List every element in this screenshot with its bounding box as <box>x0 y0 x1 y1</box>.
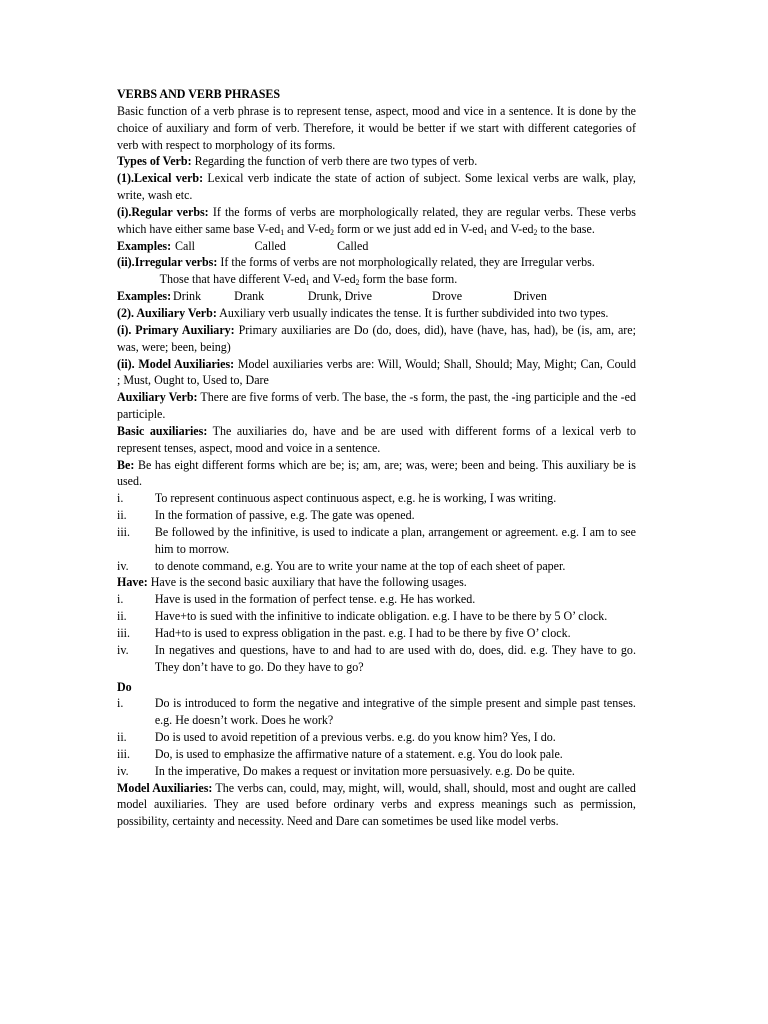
document-title: VERBS AND VERB PHRASES <box>117 87 281 101</box>
basic-auxiliaries-text: The auxiliaries do, have and be are used with different forms of a lexical verb to represent tenses, aspect, mood and voice in a sentence. <box>117 423 636 455</box>
list-item-number: iii. <box>117 524 131 539</box>
list-item-number: iv. <box>117 763 129 778</box>
list-item-number: iv. <box>117 642 129 657</box>
list-item-text: Do, is used to emphasize the affirmative nature of a statement. e.g. You do look pale. <box>154 746 563 761</box>
have-text: Have is the second basic auxiliary that have the following usages. <box>147 575 467 590</box>
regular-verbs-label: (i).Regular verbs: <box>117 204 209 219</box>
subscript: 2 <box>355 278 360 288</box>
example-word: Drunk, Drive <box>307 289 372 304</box>
primary-auxiliary-label: (i). Primary Auxiliary: <box>117 322 235 337</box>
do-heading: Do <box>117 679 132 694</box>
do-usage-list <box>117 695 636 779</box>
examples-label: Examples: <box>117 238 172 253</box>
list-item <box>117 524 636 558</box>
list-item <box>117 642 636 676</box>
be-text: Be has eight different forms which are be; is; am, are; was, were; been and being. This auxiliary be is used. <box>117 457 636 489</box>
list-item <box>117 507 636 524</box>
list-item <box>117 625 636 642</box>
example-word: Call <box>174 238 196 253</box>
list-item-number: ii. <box>117 508 127 523</box>
model-auxiliaries-definition-label: Model Auxiliaries: <box>117 780 213 795</box>
be-paragraph <box>117 457 636 491</box>
list-item-text: In negatives and questions, have to and had to are used with do, does, did. e.g. They have to go. They don’t have to go. Do they have to go? <box>154 642 636 674</box>
list-item-number: ii. <box>117 609 127 624</box>
irregular-verbs-paragraph <box>117 254 636 271</box>
regular-verbs-text-c: form or we just add ed in V-ed <box>334 221 484 236</box>
example-word: Driven <box>513 289 547 304</box>
model-auxiliaries-definition-text: The verbs can, could, may, might, will, would, shall, should, most and ought are called model auxiliaries. They are used before ordinary verbs and express meanings such as permission, possibility, certainty and necessity. Need and Dare can sometimes be used like model verbs. <box>117 780 636 829</box>
model-auxiliaries-paragraph <box>117 356 651 390</box>
types-of-verb-paragraph <box>117 153 636 170</box>
auxiliary-verb-forms-label: Auxiliary Verb: <box>117 390 198 405</box>
list-item-text: Had+to is used to express obligation in the past. e.g. I had to be there by five O’ clock. <box>154 626 571 640</box>
list-item <box>117 695 636 729</box>
list-item-text: Have+to is sued with the infinitive to indicate obligation. e.g. I have to be there by 5 O’ clock. <box>154 609 608 624</box>
list-item-text: Do is introduced to form the negative and integrative of the simple present and simple past tenses. e.g. He doesn’t work. Does he work? <box>154 696 636 728</box>
intro-paragraph: Basic function of a verb phrase is to represent tense, aspect, mood and vice in a sentence. It is done by the choice of auxiliary and form of verb. Therefore, it would be better if we start with different categories of verb with respect to morphology of its forms. <box>117 103 636 152</box>
basic-auxiliaries-paragraph <box>117 423 636 457</box>
list-item-text: In the formation of passive, e.g. The gate was opened. <box>154 508 415 523</box>
irregular-note-text-c: form the base form. <box>359 272 458 287</box>
list-item-number: ii. <box>117 730 127 745</box>
list-item-number: i. <box>117 696 124 711</box>
list-item-number: iii. <box>117 746 131 761</box>
irregular-verbs-label: (ii).Irregular verbs: <box>117 255 218 270</box>
lexical-verb-paragraph <box>117 170 636 204</box>
subscript: 2 <box>533 227 538 237</box>
irregular-verbs-note <box>117 271 636 288</box>
regular-verbs-text-b: and V-ed <box>284 221 331 236</box>
examples-label: Examples: <box>117 289 172 304</box>
list-item-number: i. <box>117 491 124 506</box>
auxiliary-verb-text: Auxiliary verb usually indicates the tense. It is further subdivided into two types. <box>216 305 609 320</box>
auxiliary-verb-forms-text: There are five forms of verb. The base, the -s form, the past, the -ing participle and the -ed participle. <box>117 390 636 422</box>
primary-auxiliary-text: Primary auxiliaries are Do (do, does, did), have (have, has, had), be (is, am, are; was, were; been, being) <box>117 322 636 354</box>
be-label: Be: <box>117 457 135 472</box>
model-auxiliaries-definition-paragraph <box>117 780 636 831</box>
lexical-verb-text: Lexical verb indicate the state of action of subject. Some lexical verbs are walk, play, write, wash etc. <box>117 171 636 203</box>
example-word: Called <box>336 238 369 253</box>
subscript: 1 <box>280 227 285 237</box>
be-usage-list <box>117 490 636 574</box>
list-item-number: iii. <box>117 626 131 640</box>
list-item-text: To represent continuous aspect continuous aspect, e.g. he is working, I was writing. <box>154 491 557 506</box>
subscript: 2 <box>330 227 335 237</box>
primary-auxiliary-paragraph <box>117 322 636 356</box>
list-item <box>117 763 636 780</box>
list-item-text: In the imperative, Do makes a request or invitation more persuasively. e.g. Do be quite. <box>154 763 575 778</box>
example-word: Drink <box>173 289 202 304</box>
model-auxiliaries-text: Model auxiliaries verbs are: Will, Would; Shall, Should; May, Might; Can, Could ; Must, Ought to, Used to, Dare <box>117 356 651 388</box>
types-of-verb-label: Types of Verb: <box>117 154 192 169</box>
list-item <box>117 591 636 608</box>
list-item-number: iv. <box>117 558 129 573</box>
auxiliary-verb-paragraph <box>117 305 636 322</box>
regular-verbs-text-e: to the base. <box>537 221 595 236</box>
have-paragraph <box>117 574 636 591</box>
auxiliary-verb-label: (2). Auxiliary Verb: <box>117 305 217 320</box>
types-of-verb-text: Regarding the function of verb there are two types of verb. <box>191 154 478 169</box>
examples-regular <box>117 238 636 255</box>
list-item-text: Have is used in the formation of perfect tense. e.g. He has worked. <box>154 592 476 607</box>
regular-verbs-paragraph <box>117 204 636 238</box>
list-item <box>117 558 636 575</box>
list-item <box>117 490 636 507</box>
list-item <box>117 729 636 746</box>
examples-irregular <box>117 288 636 305</box>
list-item <box>117 608 636 625</box>
list-item-number: i. <box>117 592 124 607</box>
lexical-verb-label: (1).Lexical verb: <box>117 171 204 186</box>
example-word: Called <box>254 238 286 253</box>
example-word: Drove <box>432 289 463 304</box>
regular-verbs-text-d: and V-ed <box>487 221 534 236</box>
list-item-text: Be followed by the infinitive, is used to indicate a plan, arrangement or agreement. e.g. I am to see him to morrow. <box>154 524 636 556</box>
basic-auxiliaries-label: Basic auxiliaries: <box>117 423 208 438</box>
subscript: 1 <box>483 227 488 237</box>
subscript: 1 <box>305 278 310 288</box>
document-page <box>117 86 651 830</box>
list-item <box>117 746 636 763</box>
list-item-text: to denote command, e.g. You are to write your name at the top of each sheet of paper. <box>154 558 566 573</box>
irregular-note-text-b: and V-ed <box>309 272 356 287</box>
regular-verbs-text-a: If the forms of verbs are morphologically related, they are regular verbs. These verbs which have either same base V-ed <box>117 204 636 236</box>
list-item-text: Do is used to avoid repetition of a previous verbs. e.g. do you know him? Yes, I do. <box>154 730 556 745</box>
irregular-verbs-text: If the forms of verbs are not morphologically related, they are Irregular verbs. <box>217 255 595 270</box>
have-usage-list <box>117 591 636 675</box>
example-word: Drank <box>234 289 265 304</box>
auxiliary-verb-forms-paragraph <box>117 389 636 423</box>
have-label: Have: <box>117 575 148 590</box>
model-auxiliaries-label: (ii). Model Auxiliaries: <box>117 356 235 371</box>
irregular-note-text-a: Those that have different V-ed <box>159 272 306 287</box>
